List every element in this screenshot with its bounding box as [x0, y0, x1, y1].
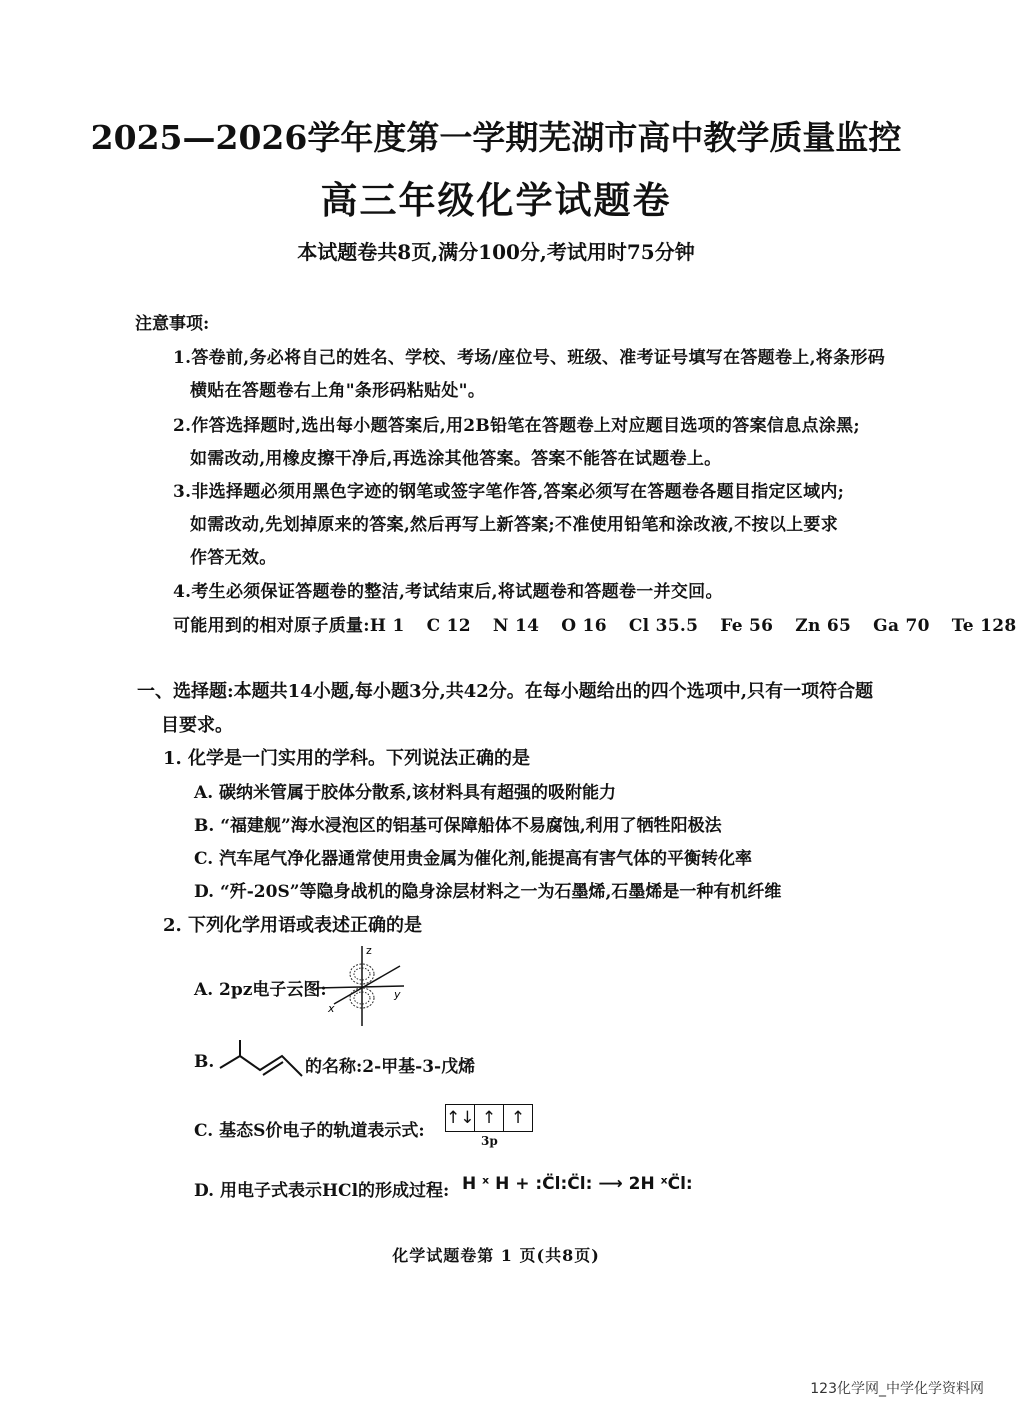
notice-item-1-line1: 1.答卷前,务必将自己的姓名、学校、考场/座位号、班级、准考证号填写在答题卷上,将条形码 — [173, 348, 885, 368]
hcl-formation-formula — [462, 1174, 693, 1194]
question-2-option-a: A. 2pz电子云图: — [194, 980, 327, 1000]
exam-series-title: 2025—2026学年度第一学期芜湖市高中教学质量监控 — [90, 118, 902, 157]
notice-item-4-line1: 4.考生必须保证答题卷的整洁,考试结束后,将试题卷和答题卷一并交回。 — [173, 582, 723, 602]
section-1-heading-cont: 目要求。 — [161, 715, 233, 736]
axis-label-z: z — [366, 944, 372, 957]
mass-n: N 14 — [492, 616, 540, 636]
question-1-option-d: D. “歼-20S”等隐身战机的隐身涂层材料之一为石墨烯,石墨烯是一种有机纤维 — [194, 882, 782, 902]
atomic-masses-label: 可能用到的相对原子质量: — [173, 616, 370, 636]
section-1-heading: 一、选择题:本题共14小题,每小题3分,共42分。在每小题给出的四个选项中,只有一项符合题 — [137, 681, 874, 702]
mass-c: C 12 — [426, 616, 471, 636]
watermark: 123化学网_中学化学资料网 — [810, 1381, 984, 1397]
exam-info: 本试题卷共8页,满分100分,考试用时75分钟 — [297, 240, 695, 264]
notice-item-1-line2: 横贴在答题卷右上角"条形码粘贴处"。 — [190, 381, 486, 401]
question-1-option-b: B. “福建舰”海水浸泡区的铝基可保障船体不易腐蚀,利用了牺牲阳极法 — [194, 816, 722, 836]
atomic-masses — [173, 611, 1016, 636]
notice-item-3-line3: 作答无效。 — [190, 548, 277, 568]
mass-o: O 16 — [561, 616, 607, 636]
question-2-option-b-text: 的名称:2-甲基-3-戊烯 — [305, 1057, 476, 1077]
question-2-option-c: C. 基态S价电子的轨道表示式: — [194, 1121, 425, 1141]
axis-label-y: y — [394, 988, 401, 1001]
mass-h: H 1 — [369, 616, 405, 636]
question-1-stem: 1. 化学是一门实用的学科。下列说法正确的是 — [163, 748, 531, 769]
question-2-option-b-label: B. — [194, 1052, 215, 1072]
orbital-box-3: ↑ — [504, 1104, 533, 1132]
notice-item-2-line2: 如需改动,用橡皮擦干净后,再选涂其他答案。答案不能答在试题卷上。 — [190, 449, 722, 469]
question-2-stem: 2. 下列化学用语或表述正确的是 — [163, 915, 423, 936]
mass-zn: Zn 65 — [795, 616, 852, 636]
mass-fe: Fe 56 — [720, 616, 774, 636]
question-1-option-a: A. 碳纳米管属于胶体分散系,该材料具有超强的吸附能力 — [194, 783, 616, 803]
mass-ga: Ga 70 — [873, 616, 930, 636]
orbital-box-2: ↑ — [475, 1104, 504, 1132]
exam-title: 高三年级化学试题卷 — [320, 178, 672, 222]
question-1-option-c: C. 汽车尾气净化器通常使用贵金属为催化剂,能提高有害气体的平衡转化率 — [194, 849, 752, 869]
notice-item-3-line2: 如需改动,先划掉原来的答案,然后再写上新答案;不准使用铅笔和涂改液,不按以上要求 — [190, 515, 839, 535]
notice-item-3-line1: 3.非选择题必须用黑色字迹的钢笔或签字笔作答,答案必须写在答题卷各题目指定区域内; — [173, 482, 845, 502]
formula-reactants: H ˣ H + :C̈l:C̈l: — [462, 1174, 593, 1194]
orbital-label: 3p — [481, 1134, 498, 1148]
pz-electron-cloud-figure — [316, 942, 408, 1028]
skeletal-formula-figure — [218, 1040, 306, 1086]
orbital-box-1: ↑↓ — [445, 1104, 475, 1132]
orbital-diagram — [445, 1104, 533, 1132]
notice-heading: 注意事项: — [135, 314, 210, 334]
formula-products: 2H ˣC̈l: — [628, 1174, 693, 1194]
question-2-option-d: D. 用电子式表示HCl的形成过程: — [194, 1181, 450, 1201]
mass-cl: Cl 35.5 — [628, 616, 699, 636]
axis-label-x: x — [328, 1002, 335, 1015]
mass-te: Te 128 — [951, 616, 1016, 636]
page-footer: 化学试题卷第 1 页(共8页) — [392, 1246, 600, 1265]
notice-item-2-line1: 2.作答选择题时,选出每小题答案后,用2B铅笔在答题卷上对应题目选项的答案信息点涂黑; — [173, 416, 860, 436]
formula-arrow: ⟶ — [598, 1174, 623, 1194]
